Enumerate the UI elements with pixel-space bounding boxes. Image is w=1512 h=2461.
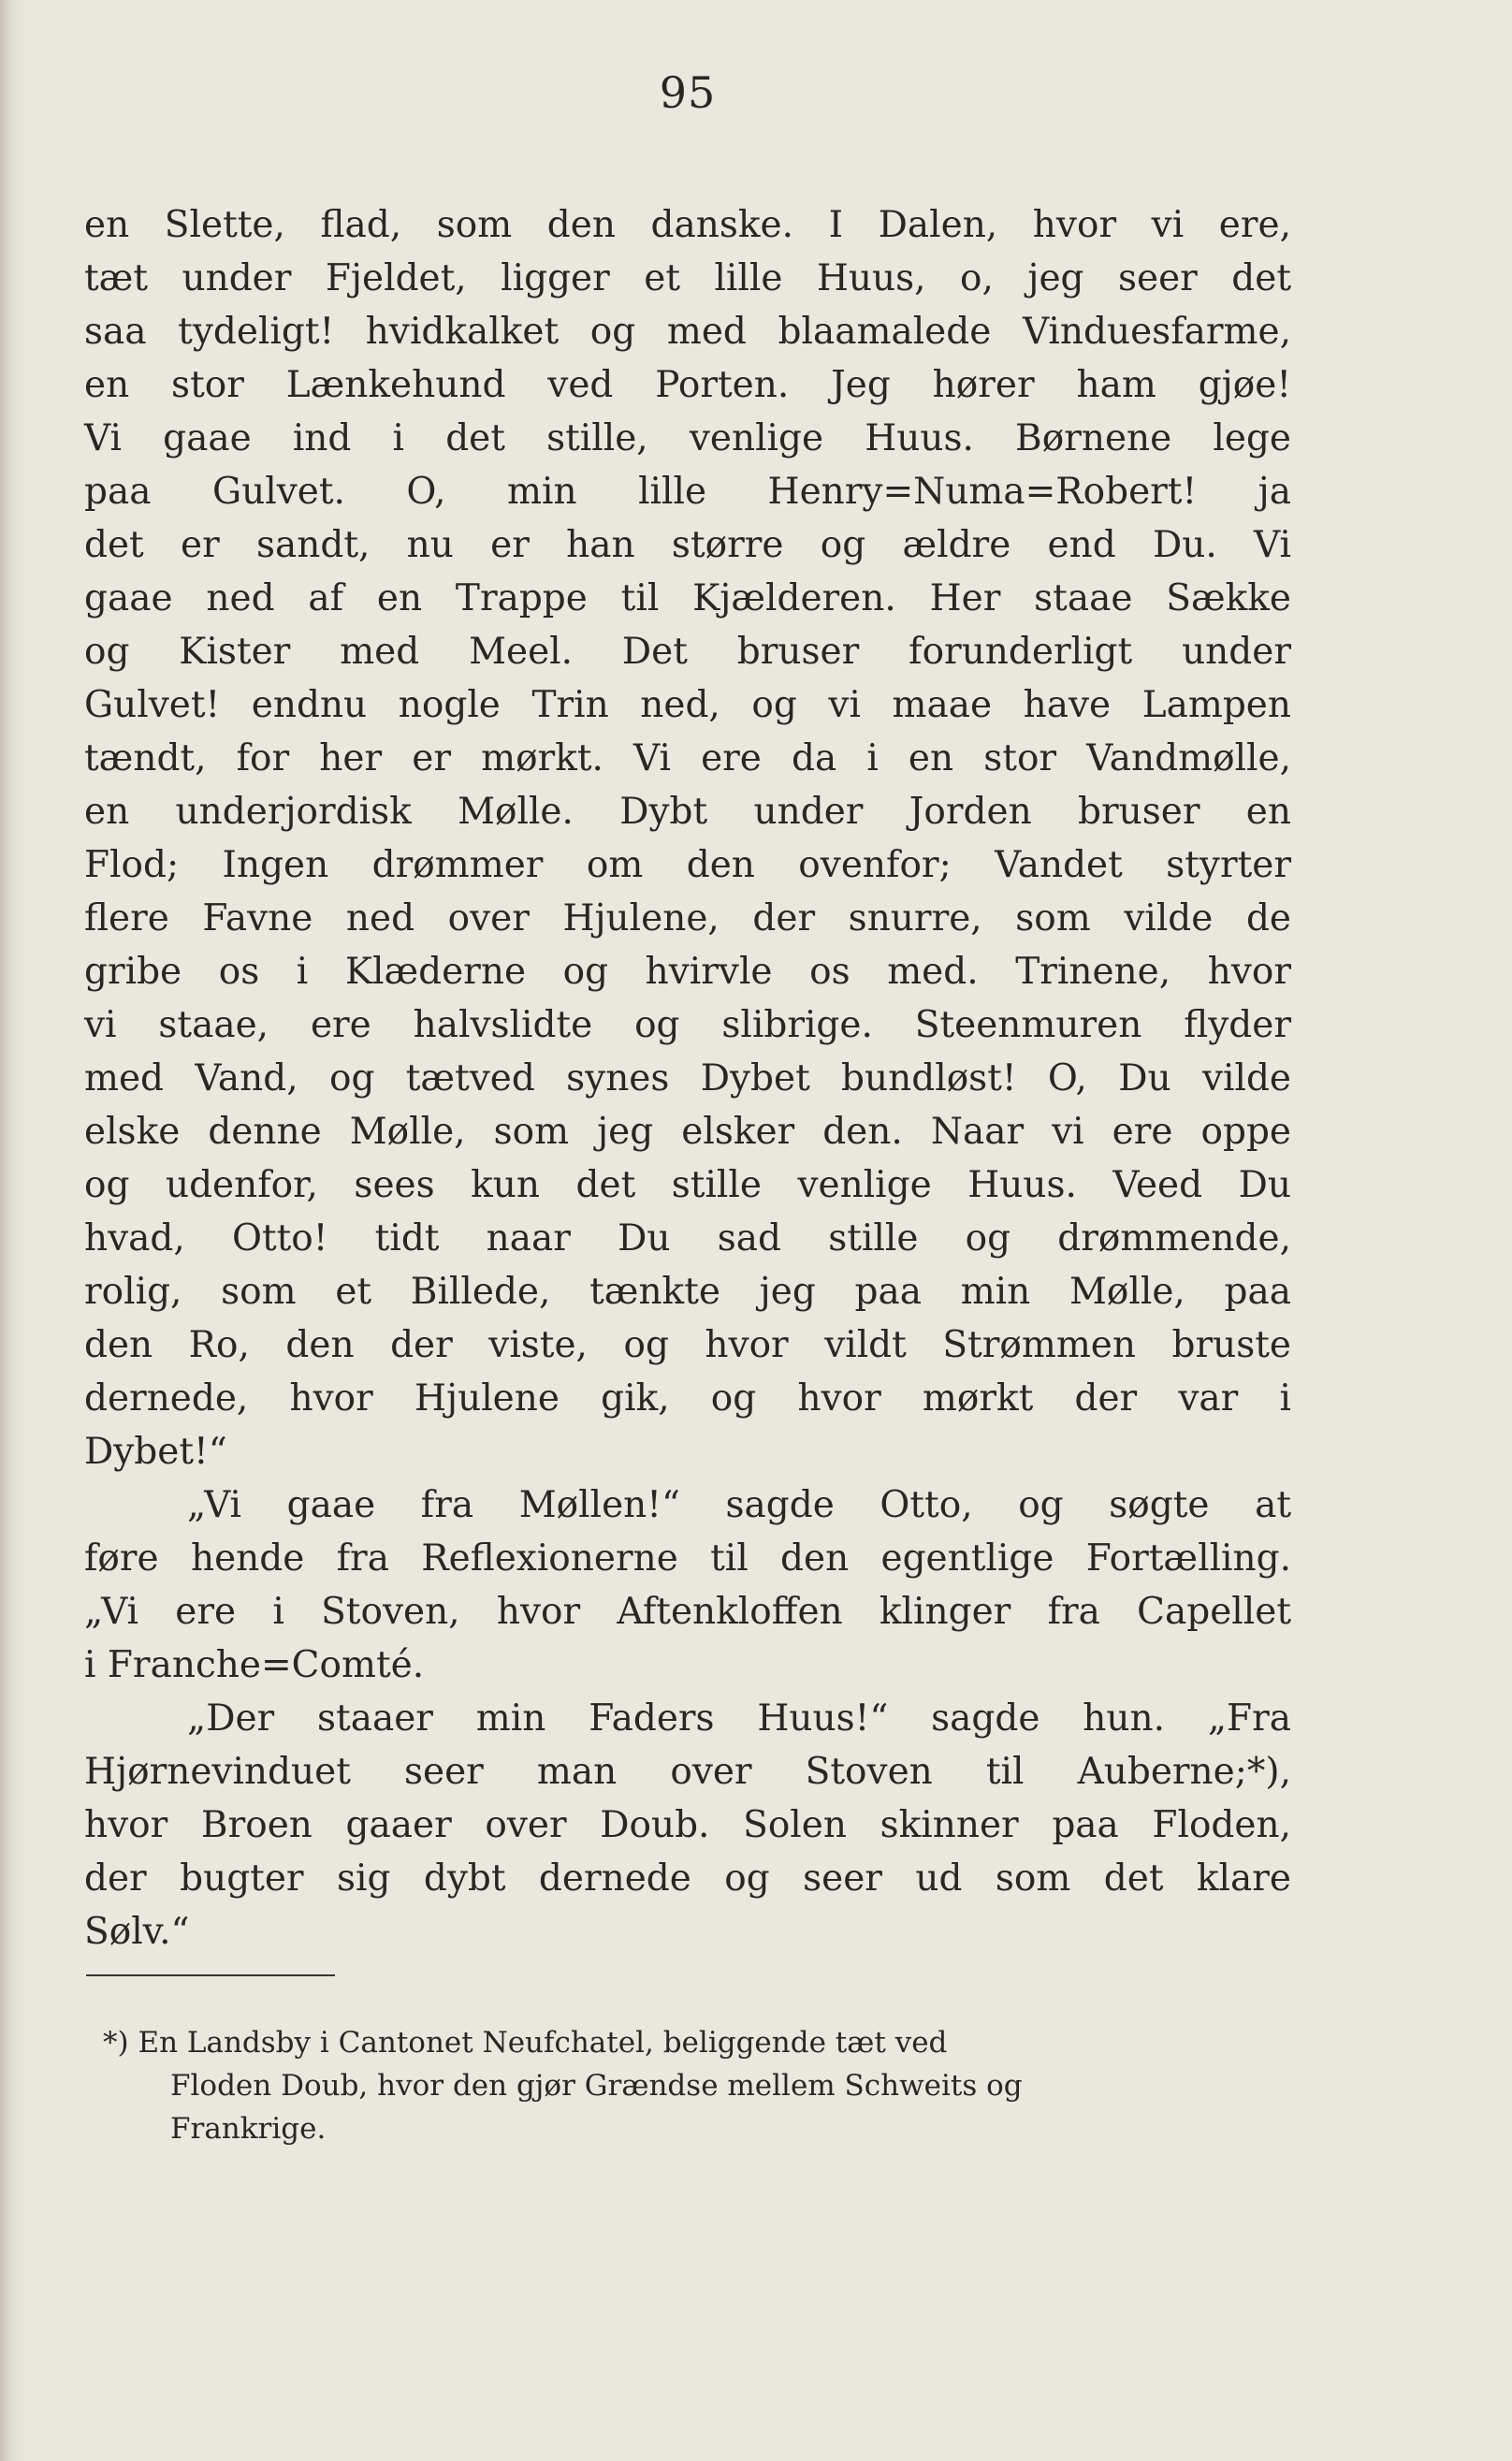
- text-line: hvad, Otto! tidt naar Du sad stille og drømmende,: [84, 1217, 1291, 1260]
- text-line: paa Gulvet. O, min lille Henry=Numa=Robert! ja: [84, 471, 1291, 513]
- text-line: gaae ned af en Trappe til Kjælderen. Her staae Sække: [84, 577, 1291, 619]
- text-line: føre hende fra Reflexionerne til den egentlige Fortælling.: [84, 1537, 1291, 1580]
- text-line: tæt under Fjeldet, ligger et lille Huus, o, jeg seer det: [84, 257, 1291, 299]
- text-line: „Der staaer min Faders Huus!“ sagde hun. „Fra: [187, 1697, 1291, 1740]
- text-line: flere Favne ned over Hjulene, der snurre, som vilde de: [84, 897, 1291, 939]
- footnote-line: *) En Landsby i Cantonet Neufchatel, beliggende tæt ved: [103, 2026, 948, 2060]
- text-line: saa tydeligt! hvidkalket og med blaamalede Vinduesfarme,: [84, 311, 1291, 353]
- page-number: 95: [659, 67, 717, 118]
- text-line: en stor Lænkehund ved Porten. Jeg hører ham gjøe!: [84, 364, 1291, 406]
- footnote-divider: [86, 1974, 335, 1976]
- text-line: med Vand, og tætved synes Dybet bundløst! O, Du vilde: [84, 1057, 1291, 1099]
- page-edge-shadow: [0, 0, 13, 2461]
- text-line: og udenfor, sees kun det stille venlige Huus. Veed Du: [84, 1164, 1291, 1206]
- text-line: og Kister med Meel. Det bruser forunderligt under: [84, 631, 1291, 673]
- footnote-line: Frankrige.: [170, 2112, 327, 2146]
- body-text: [84, 198, 1291, 1959]
- text-line: Flod; Ingen drømmer om den ovenfor; Vandet styrter: [84, 844, 1291, 886]
- text-line: „Vi ere i Stoven, hvor Aftenkloffen klinger fra Capellet: [84, 1591, 1291, 1633]
- text-line: rolig, som et Billede, tænkte jeg paa min Mølle, paa: [84, 1271, 1291, 1313]
- text-line: „Vi gaae fra Møllen!“ sagde Otto, og søgte at: [187, 1484, 1291, 1526]
- text-line: elske denne Mølle, som jeg elsker den. Naar vi ere oppe: [84, 1111, 1291, 1153]
- text-line: tændt, for her er mørkt. Vi ere da i en stor Vandmølle,: [84, 737, 1291, 779]
- text-line: hvor Broen gaaer over Doub. Solen skinner paa Floden,: [84, 1804, 1291, 1846]
- footnote-line: Floden Doub, hvor den gjør Grændse mellem Schweits og: [170, 2069, 1023, 2103]
- text-line: en underjordisk Mølle. Dybt under Jorden bruser en: [84, 791, 1291, 833]
- text-line: Sølv.“: [84, 1911, 190, 1953]
- text-line: Hjørnevinduet seer man over Stoven til Auberne;*),: [84, 1751, 1291, 1793]
- text-line: Dybet!“: [84, 1431, 227, 1473]
- text-line: Vi gaae ind i det stille, venlige Huus. Børnene lege: [84, 417, 1291, 459]
- text-line: Gulvet! endnu nogle Trin ned, og vi maae have Lampen: [84, 684, 1291, 726]
- text-line: der bugter sig dybt dernede og seer ud som det klare: [84, 1857, 1291, 1900]
- footnote: [103, 2021, 1282, 2150]
- text-line: dernede, hvor Hjulene gik, og hvor mørkt der var i: [84, 1377, 1291, 1420]
- text-line: i Franche=Comté.: [84, 1644, 425, 1686]
- text-line: en Slette, flad, som den danske. I Dalen, hvor vi ere,: [84, 204, 1291, 246]
- text-line: den Ro, den der viste, og hvor vildt Strømmen bruste: [84, 1324, 1291, 1366]
- text-line: det er sandt, nu er han større og ældre end Du. Vi: [84, 524, 1291, 566]
- text-line: gribe os i Klæderne og hvirvle os med. Trinene, hvor: [84, 951, 1291, 993]
- text-line: vi staae, ere halvslidte og slibrige. Steenmuren flyder: [84, 1004, 1291, 1046]
